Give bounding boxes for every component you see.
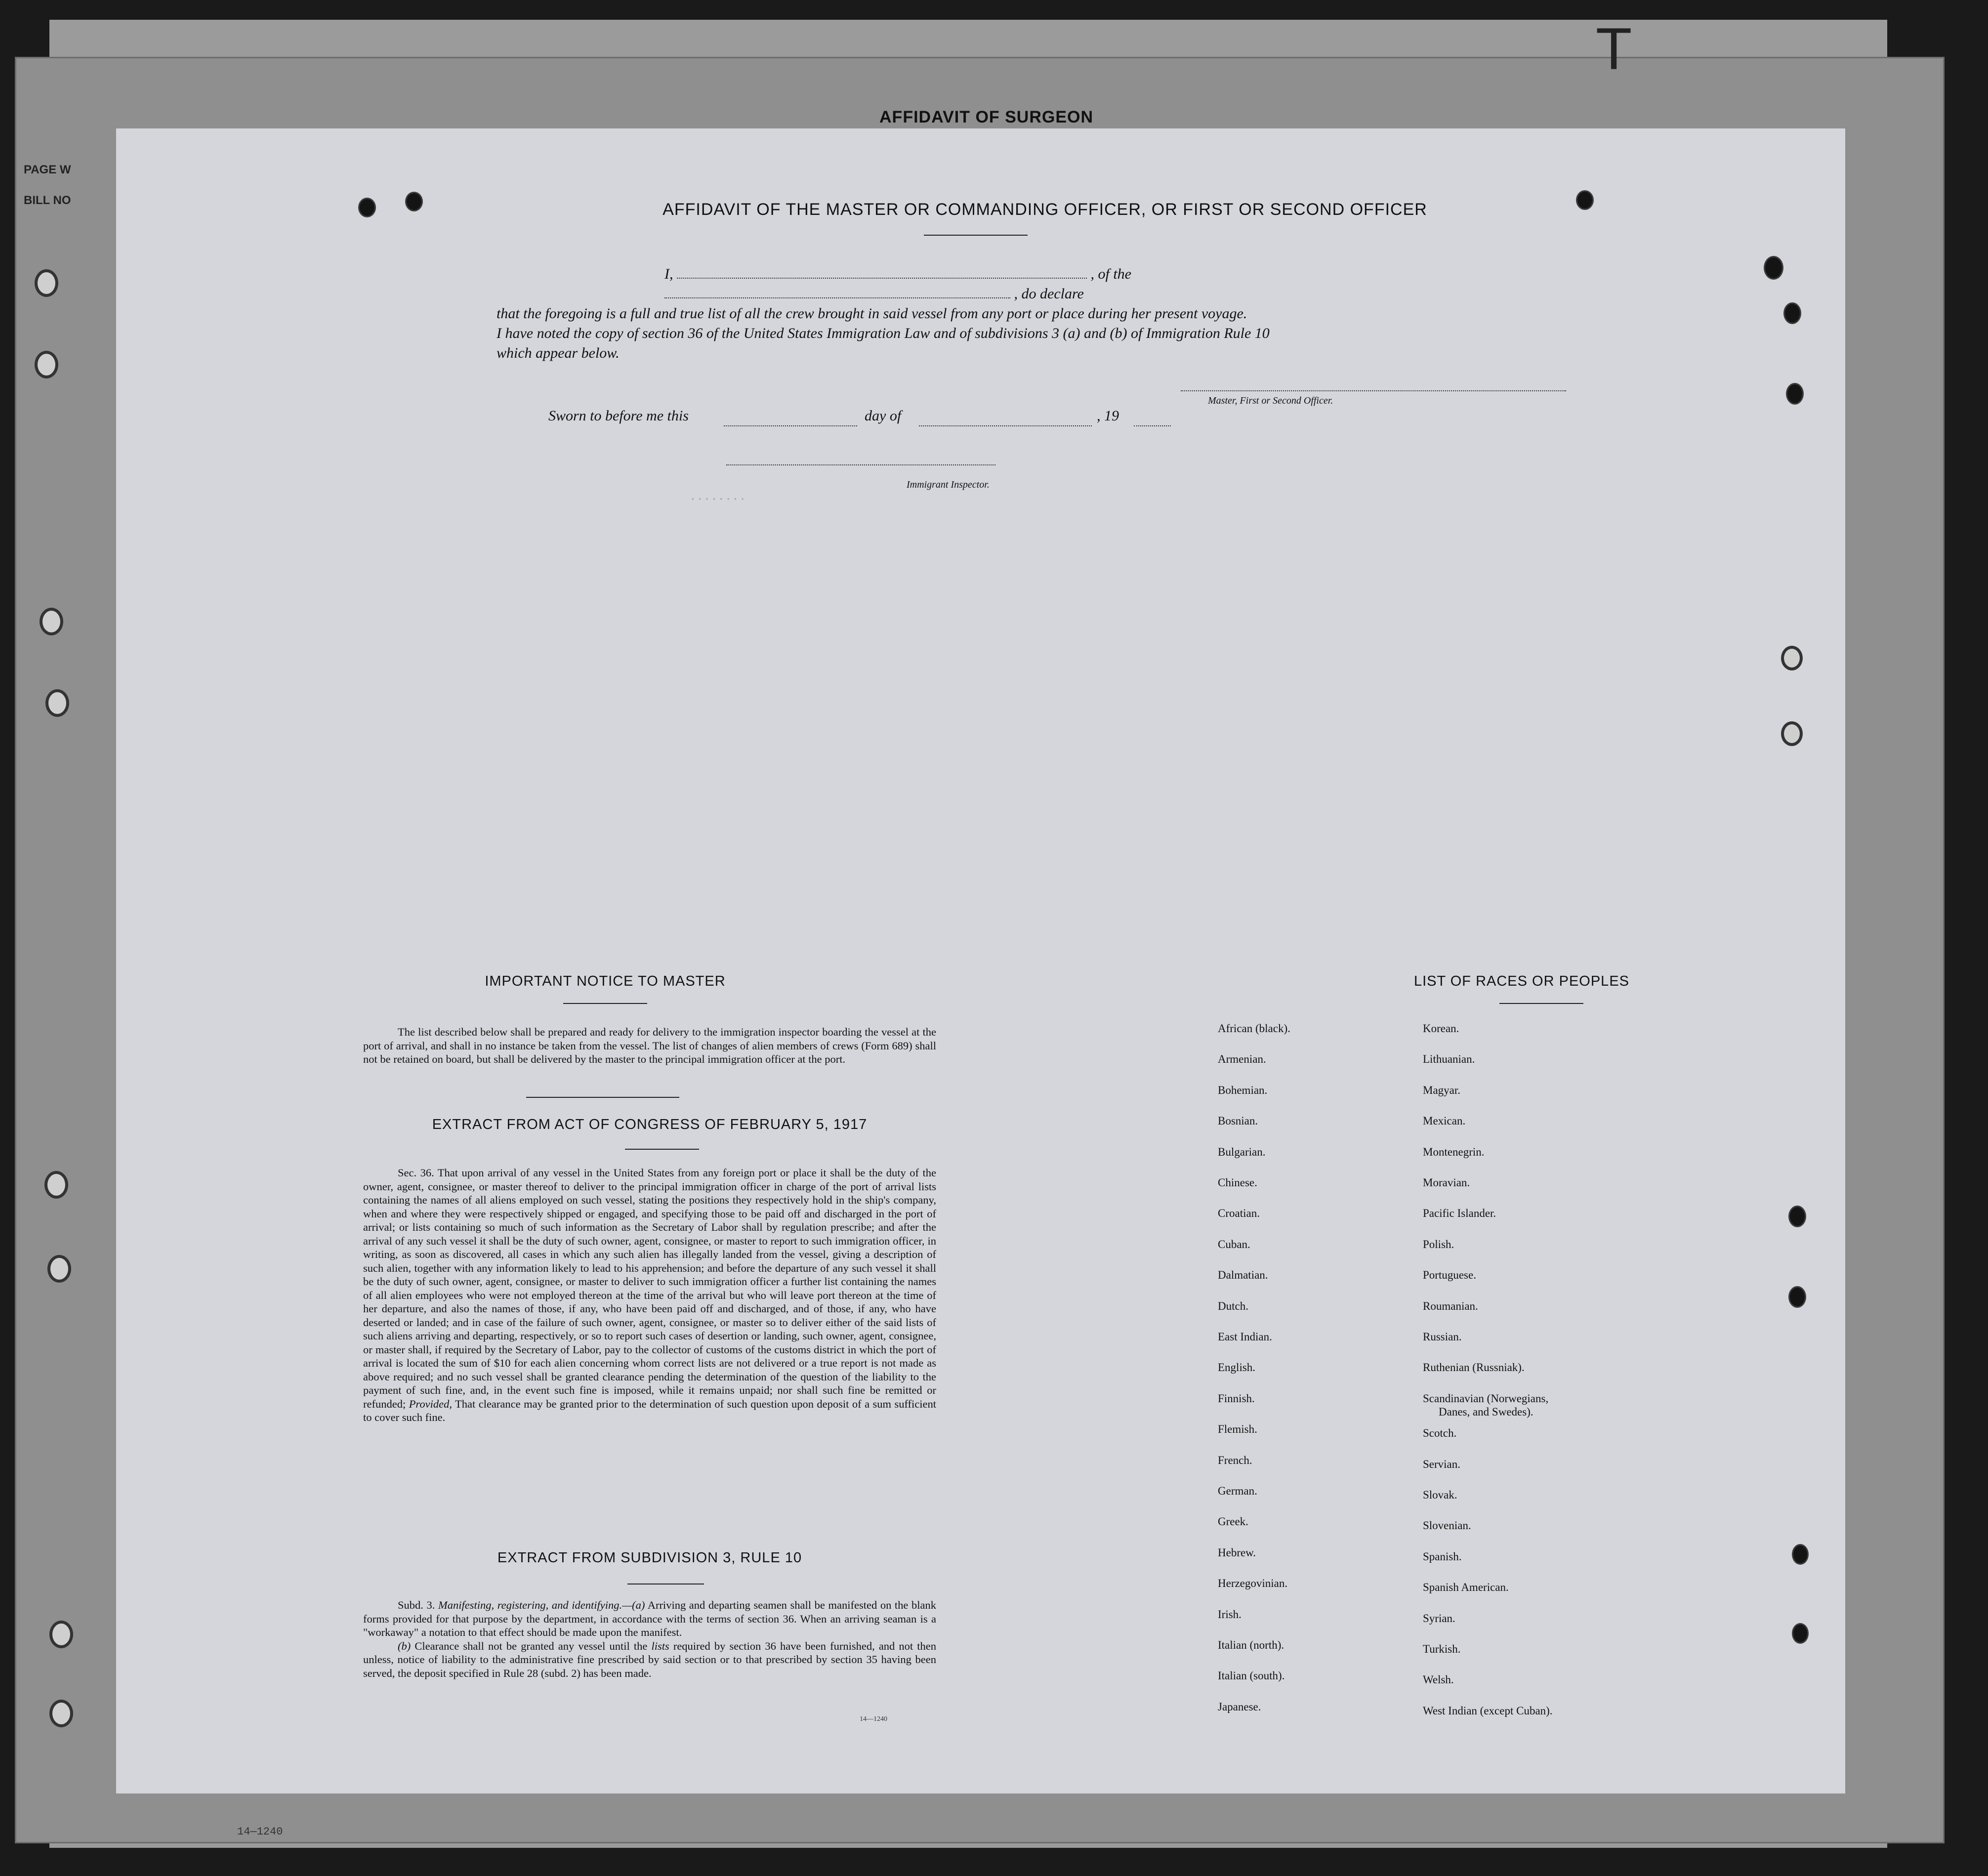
punch-hole xyxy=(1783,302,1801,324)
races-title: LIST OF RACES OR PEOPLES xyxy=(1413,973,1630,989)
race-item: Herzegovinian. xyxy=(1218,1577,1288,1590)
race-item: Greek. xyxy=(1218,1515,1248,1528)
show-through-text: ........ xyxy=(689,494,746,507)
race-item: Scandinavian (Norwegians, xyxy=(1423,1392,1549,1405)
notice-rule xyxy=(563,1003,647,1004)
year-field[interactable] xyxy=(1134,413,1171,426)
declaration-line-2: I have noted the copy of section 36 of the United States Immigration Law and of subdivisions 3 (a) and (b) of Immigration Rule 10 xyxy=(497,325,1270,341)
punch-hole xyxy=(1576,190,1594,210)
race-item: Dalmatian. xyxy=(1218,1269,1268,1282)
race-item: Lithuanian. xyxy=(1423,1053,1475,1066)
act-extract-text xyxy=(363,1166,936,1424)
race-item: Polish. xyxy=(1423,1238,1454,1251)
race-item: Montenegrin. xyxy=(1423,1145,1485,1158)
punch-hole xyxy=(49,1700,73,1727)
punch-hole xyxy=(405,192,423,211)
day-of-label: day of xyxy=(865,408,902,424)
day-field[interactable] xyxy=(724,413,857,426)
notice-title: IMPORTANT NOTICE TO MASTER xyxy=(485,973,726,989)
notice-divider xyxy=(526,1097,679,1098)
race-item: Croatian. xyxy=(1218,1207,1260,1220)
race-item: Servian. xyxy=(1423,1458,1461,1470)
race-item: Irish. xyxy=(1218,1608,1242,1621)
race-item: Cuban. xyxy=(1218,1238,1250,1251)
race-item: Hebrew. xyxy=(1218,1546,1256,1559)
race-item: Flemish. xyxy=(1218,1423,1257,1436)
do-declare-label: , do declare xyxy=(1014,286,1084,302)
proviso-text: That clearance may be granted prior to the determination of such question upon deposit of a sum sufficient to cover such fine. xyxy=(363,1397,937,1423)
race-item: Bosnian. xyxy=(1218,1115,1258,1127)
year-label: , 19 xyxy=(1097,408,1119,424)
para-b-lists: lists xyxy=(651,1639,669,1652)
race-item: Finnish. xyxy=(1218,1392,1255,1405)
section-label: Sec. 36. xyxy=(398,1167,434,1179)
act-extract-rule xyxy=(625,1149,699,1150)
race-item: Turkish. xyxy=(1423,1643,1461,1655)
punch-hole xyxy=(47,1255,71,1283)
rule-para-b xyxy=(363,1639,936,1680)
back-footer-form-number: 14—1240 xyxy=(237,1826,283,1838)
sworn-label: Sworn to before me this xyxy=(548,408,689,424)
race-item: Bulgarian. xyxy=(1218,1145,1266,1158)
punch-hole xyxy=(1786,383,1804,405)
race-item: Japanese. xyxy=(1218,1700,1261,1713)
punch-hole xyxy=(45,689,69,717)
subd-heading: Manifesting, registering, and identifying. xyxy=(438,1599,622,1611)
rule-extract-title: EXTRACT FROM SUBDIVISION 3, RULE 10 xyxy=(497,1550,802,1566)
signature-line[interactable] xyxy=(1181,390,1566,391)
declaration-line-1: that the foregoing is a full and true list of all the crew brought in said vessel from any port or place during her present voyage. xyxy=(497,305,1247,322)
declaration-block xyxy=(497,264,1460,363)
punch-hole xyxy=(1788,1206,1806,1227)
section-body: That upon arrival of any vessel in the United States from any foreign port or place it shall be the duty of the owner, agent, consignee, or master thereof to deliver to the principal immigration officer in charge of the port of arrival lists containing the names of all aliens employed on such vessel, stating the positions they respectively hold in the ship's company, when and where they were respectively shipped or engaged, and specifying those to be paid off and discharged in the port of arrival; or lists containing so much of such information as the Secretary of Labor shall by regulation prescribe; and after the arrival of any such vessel it shall be the duty of such owner, agent, consignee, or master to report to such immigration officer, in writing, as soon as discovered, all cases in which any such alien has illegally landed from the vessel, giving a description of such alien, together with any information likely to lead to his apprehension; and before the departure of any such vessel it shall be the duty of such owner, agent, consignee, or master to deliver to such immigration officer a further list containing the names of all alien employees who were not employed thereon at the time of the arrival but who will leave port thereon at the time of her departure, and also the names of those, if any, who have been paid off and discharged, and of those, if any, who have deserted or landed; and in case of the failure of such owner, agent, consignee, or master so to deliver either of the said lists of such aliens arriving and departing, respectively, or so to report such cases of desertion or landing, such owner, agent, consignee, or master shall, if required by the Secretary of Labor, pay to the collector of customs of the customs district in which the port of arrival is located the sum of $10 for each alien concerning whom correct lists are not delivered or a true report is not made as above required; and no such vessel shall be granted clearance pending the determination of the question of the liability to the payment of such fine, and, in the event such fine is imposed, while it remains unpaid; nor shall such fine be remitted or refunded; xyxy=(363,1167,936,1410)
act-extract-title: EXTRACT FROM ACT OF CONGRESS OF FEBRUARY 5, 1917 xyxy=(432,1117,868,1132)
race-item: German. xyxy=(1218,1485,1257,1497)
race-item: Welsh. xyxy=(1423,1673,1454,1686)
race-item: West Indian (except Cuban). xyxy=(1423,1704,1553,1717)
back-sheet-header: AFFIDAVIT OF SURGEON xyxy=(879,108,1094,126)
race-item: Slovenian. xyxy=(1423,1519,1471,1532)
race-item: Portuguese. xyxy=(1423,1269,1476,1282)
punch-hole xyxy=(1781,646,1803,670)
affidavit-title: AFFIDAVIT OF THE MASTER OR COMMANDING OFFICER, OR FIRST OR SECOND OFFICER xyxy=(663,200,1427,219)
para-a-text: Arriving and departing seamen shall be manifested on the blank forms provided for that purpose by the department, in accordance with the terms of section 36. When an arriving seaman is a "workaway" a notation to that effect should be made upon the manifest. xyxy=(363,1599,937,1638)
para-b-text-2: required by section 36 have been furnished, and not then unless, notice of liability to the administrative fine prescribed by said section or to that prescribed by section 35 having been served, the deposit specified in Rule 28 (subd. 2) has been made. xyxy=(363,1639,937,1679)
punch-hole xyxy=(1792,1544,1809,1565)
race-item: English. xyxy=(1218,1361,1256,1374)
declaration-first-line xyxy=(497,264,1460,304)
inspector-signature-line[interactable] xyxy=(726,464,995,465)
month-field[interactable] xyxy=(919,413,1092,426)
race-item: Moravian. xyxy=(1423,1176,1470,1189)
race-item: Syrian. xyxy=(1423,1612,1455,1625)
race-item: Magyar. xyxy=(1423,1084,1461,1096)
race-item: Pacific Islander. xyxy=(1423,1207,1496,1220)
affidavit-page xyxy=(116,128,1848,1793)
rule-para-a xyxy=(363,1598,936,1639)
race-item: French. xyxy=(1218,1454,1252,1466)
punch-hole xyxy=(1764,256,1783,280)
punch-hole xyxy=(1788,1286,1806,1308)
race-item: Korean. xyxy=(1423,1022,1459,1035)
race-item: East Indian. xyxy=(1218,1331,1272,1343)
race-item: Spanish. xyxy=(1423,1550,1462,1563)
race-item: Slovak. xyxy=(1423,1489,1457,1501)
name-field[interactable] xyxy=(677,265,1087,279)
race-item: Russian. xyxy=(1423,1331,1462,1343)
race-item: African (black). xyxy=(1218,1022,1290,1035)
race-item: Ruthenian (Russniak). xyxy=(1423,1361,1525,1374)
race-item: Roumanian. xyxy=(1423,1299,1478,1312)
inspector-caption: Immigrant Inspector. xyxy=(907,479,990,490)
rule-extract-text xyxy=(363,1598,936,1680)
signature-caption: Master, First or Second Officer. xyxy=(1208,395,1333,406)
para-b-text-1: Clearance shall not be granted any vessel until the xyxy=(414,1639,648,1652)
punch-hole xyxy=(1781,721,1803,746)
edge-label-1: PAGE W xyxy=(24,163,71,176)
race-item: Bohemian. xyxy=(1218,1084,1268,1096)
race-item: Italian (south). xyxy=(1218,1669,1285,1682)
form-number: 14—1240 xyxy=(860,1715,887,1723)
punch-hole xyxy=(35,269,58,297)
race-item: Chinese. xyxy=(1218,1176,1257,1189)
title-rule xyxy=(924,235,1028,236)
race-item: Danes, and Swedes). xyxy=(1439,1405,1533,1418)
punch-hole xyxy=(40,608,63,635)
proviso-word: Provided, xyxy=(409,1397,452,1410)
para-a-label: —(a) xyxy=(622,1599,645,1611)
vessel-field[interactable] xyxy=(664,285,1010,298)
i-label: I, xyxy=(664,266,673,282)
punch-hole xyxy=(35,351,58,378)
of-the-label: , of the xyxy=(1090,266,1131,282)
races-rule xyxy=(1499,1003,1583,1004)
punch-hole xyxy=(44,1171,68,1199)
punch-hole xyxy=(1792,1623,1809,1644)
race-item: Mexican. xyxy=(1423,1115,1466,1127)
punch-hole xyxy=(49,1621,73,1648)
race-item: Dutch. xyxy=(1218,1299,1248,1312)
race-item: Armenian. xyxy=(1218,1053,1266,1066)
edge-label-2: BILL NO xyxy=(24,194,71,207)
punch-hole xyxy=(358,198,376,217)
race-item: Spanish American. xyxy=(1423,1581,1509,1594)
corner-handwritten-mark: T xyxy=(1596,16,1632,82)
declaration-line-3: which appear below. xyxy=(497,345,620,361)
race-item: Italian (north). xyxy=(1218,1639,1284,1651)
para-b-label: (b) xyxy=(398,1639,411,1652)
race-item: Scotch. xyxy=(1423,1427,1457,1440)
subd-label: Subd. 3. xyxy=(398,1599,435,1611)
notice-text: The list described below shall be prepared and ready for delivery to the immigration inspector boarding the vessel at the port of arrival, and shall in no instance be taken from the vessel. The list of changes of alien members of crews (Form 689) shall not be retained on board, but shall be delivered by the master to the principal immigration officer at the port. xyxy=(363,1026,936,1065)
